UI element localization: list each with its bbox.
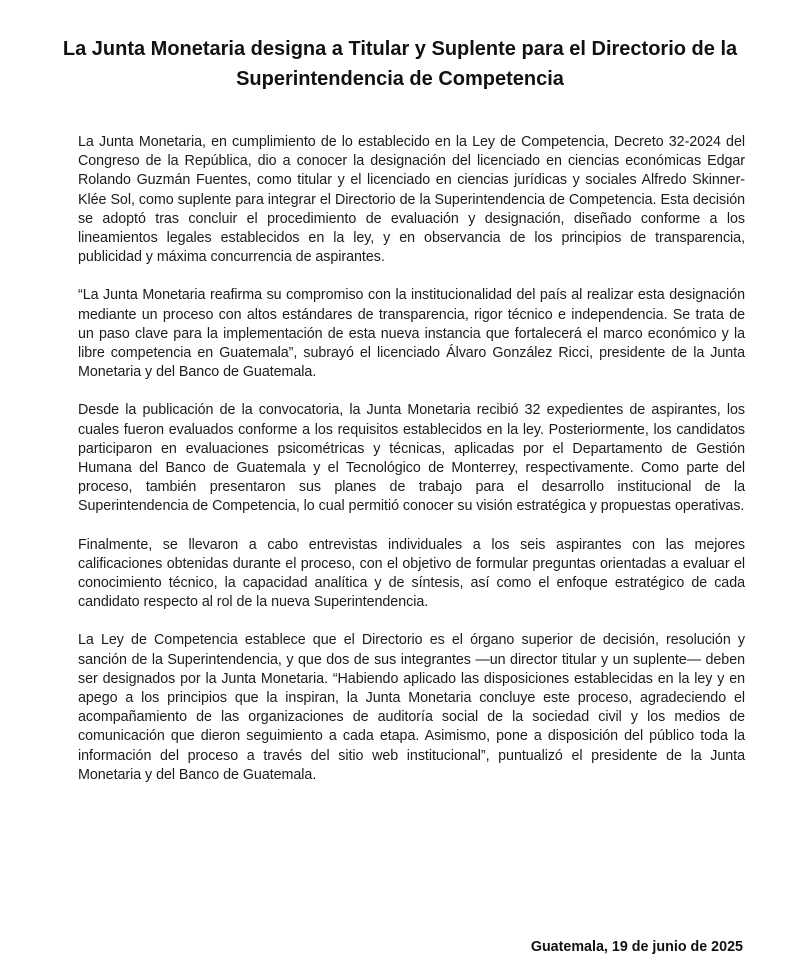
paragraph-law-and-closing: La Ley de Competencia establece que el Directorio es el órgano superior de decisión, resolución y sanción de la Superintendencia, y que dos de sus integrantes —un director titular y un suplente— deben ser designados por la Junta Monetaria. “Habiendo aplicado las disposiciones establecidas en la ley y en apego a los principios que la inspiran, la Junta Monetaria concluye este proceso, agradeciendo el acompañamiento de las organizaciones de auditoría social de la sociedad civil y los medios de comunicación que dieron seguimiento a cada etapa. Asimismo, pone a disposición del público toda la información del proceso a través del sitio web institucional”, puntualizó el presidente de la Junta Monetaria y del Banco de Guatemala. <box>78 632 745 783</box>
paragraph-evaluation-process: Desde la publicación de la convocatoria, la Junta Monetaria recibió 32 expedientes de aspirantes, los cuales fueron evaluados conforme a los requisitos establecidos en la ley. Posteriormente, los candidatos participaron en evaluaciones psicométricas y técnicas, aplicadas por el Departamento de Gestión Humana del Banco de Guatemala y el Tecnológico de Monterrey, respectivamente. Como parte del proceso, también presentaron sus planes de trabajo para el desarrollo institucional de la Superintendencia de Competencia, lo cual permitió conocer su visión estratégica y propuestas operativas. <box>78 402 745 515</box>
dateline: Guatemala, 19 de junio de 2025 <box>530 939 743 955</box>
paragraph-president-quote: “La Junta Monetaria reafirma su compromiso con la institucionalidad del país al realizar esta designación mediante un proceso con altos estándares de transparencia, rigor técnico e independencia. Se trata de un paso clave para la implementación de esta nueva instancia que fortalecerá el marco económico y la libre competencia en Guatemala”, subrayó el licenciado Álvaro González Ricci, presidente de la Junta Monetaria y del Banco de Guatemala. <box>78 287 745 381</box>
paragraph-interviews: Finalmente, se llevaron a cabo entrevistas individuales a los seis aspirantes con las mejores calificaciones obtenidas durante el proceso, con el objetivo de formular preguntas orientadas a evaluar el conocimiento técnico, la capacidad analítica y de síntesis, así como el enfoque estratégico de cada candidato respecto al rol de la nueva Superintendencia. <box>78 536 745 611</box>
document-title: La Junta Monetaria designa a Titular y Suplente para el Directorio de la Superintendencia de Competencia <box>62 38 738 90</box>
document-body <box>78 133 745 804</box>
paragraph-designation: La Junta Monetaria, en cumplimiento de lo establecido en la Ley de Competencia, Decreto 32-2024 del Congreso de la República, dio a conocer la designación del licenciado en ciencias económicas Edgar Rolando Guzmán Fuentes, como titular y el licenciado en ciencias jurídicas y sociales Alfredo Skinner-Klée Sol, como suplente para integrar el Directorio de la Superintendencia de Competencia. Esta decisión se adoptó tras concluir el procedimiento de evaluación y designación, diseñado conforme a los lineamientos legales establecidos en la ley, y en observancia de los principios de transparencia, publicidad y máxima concurrencia de aspirantes. <box>78 134 745 266</box>
